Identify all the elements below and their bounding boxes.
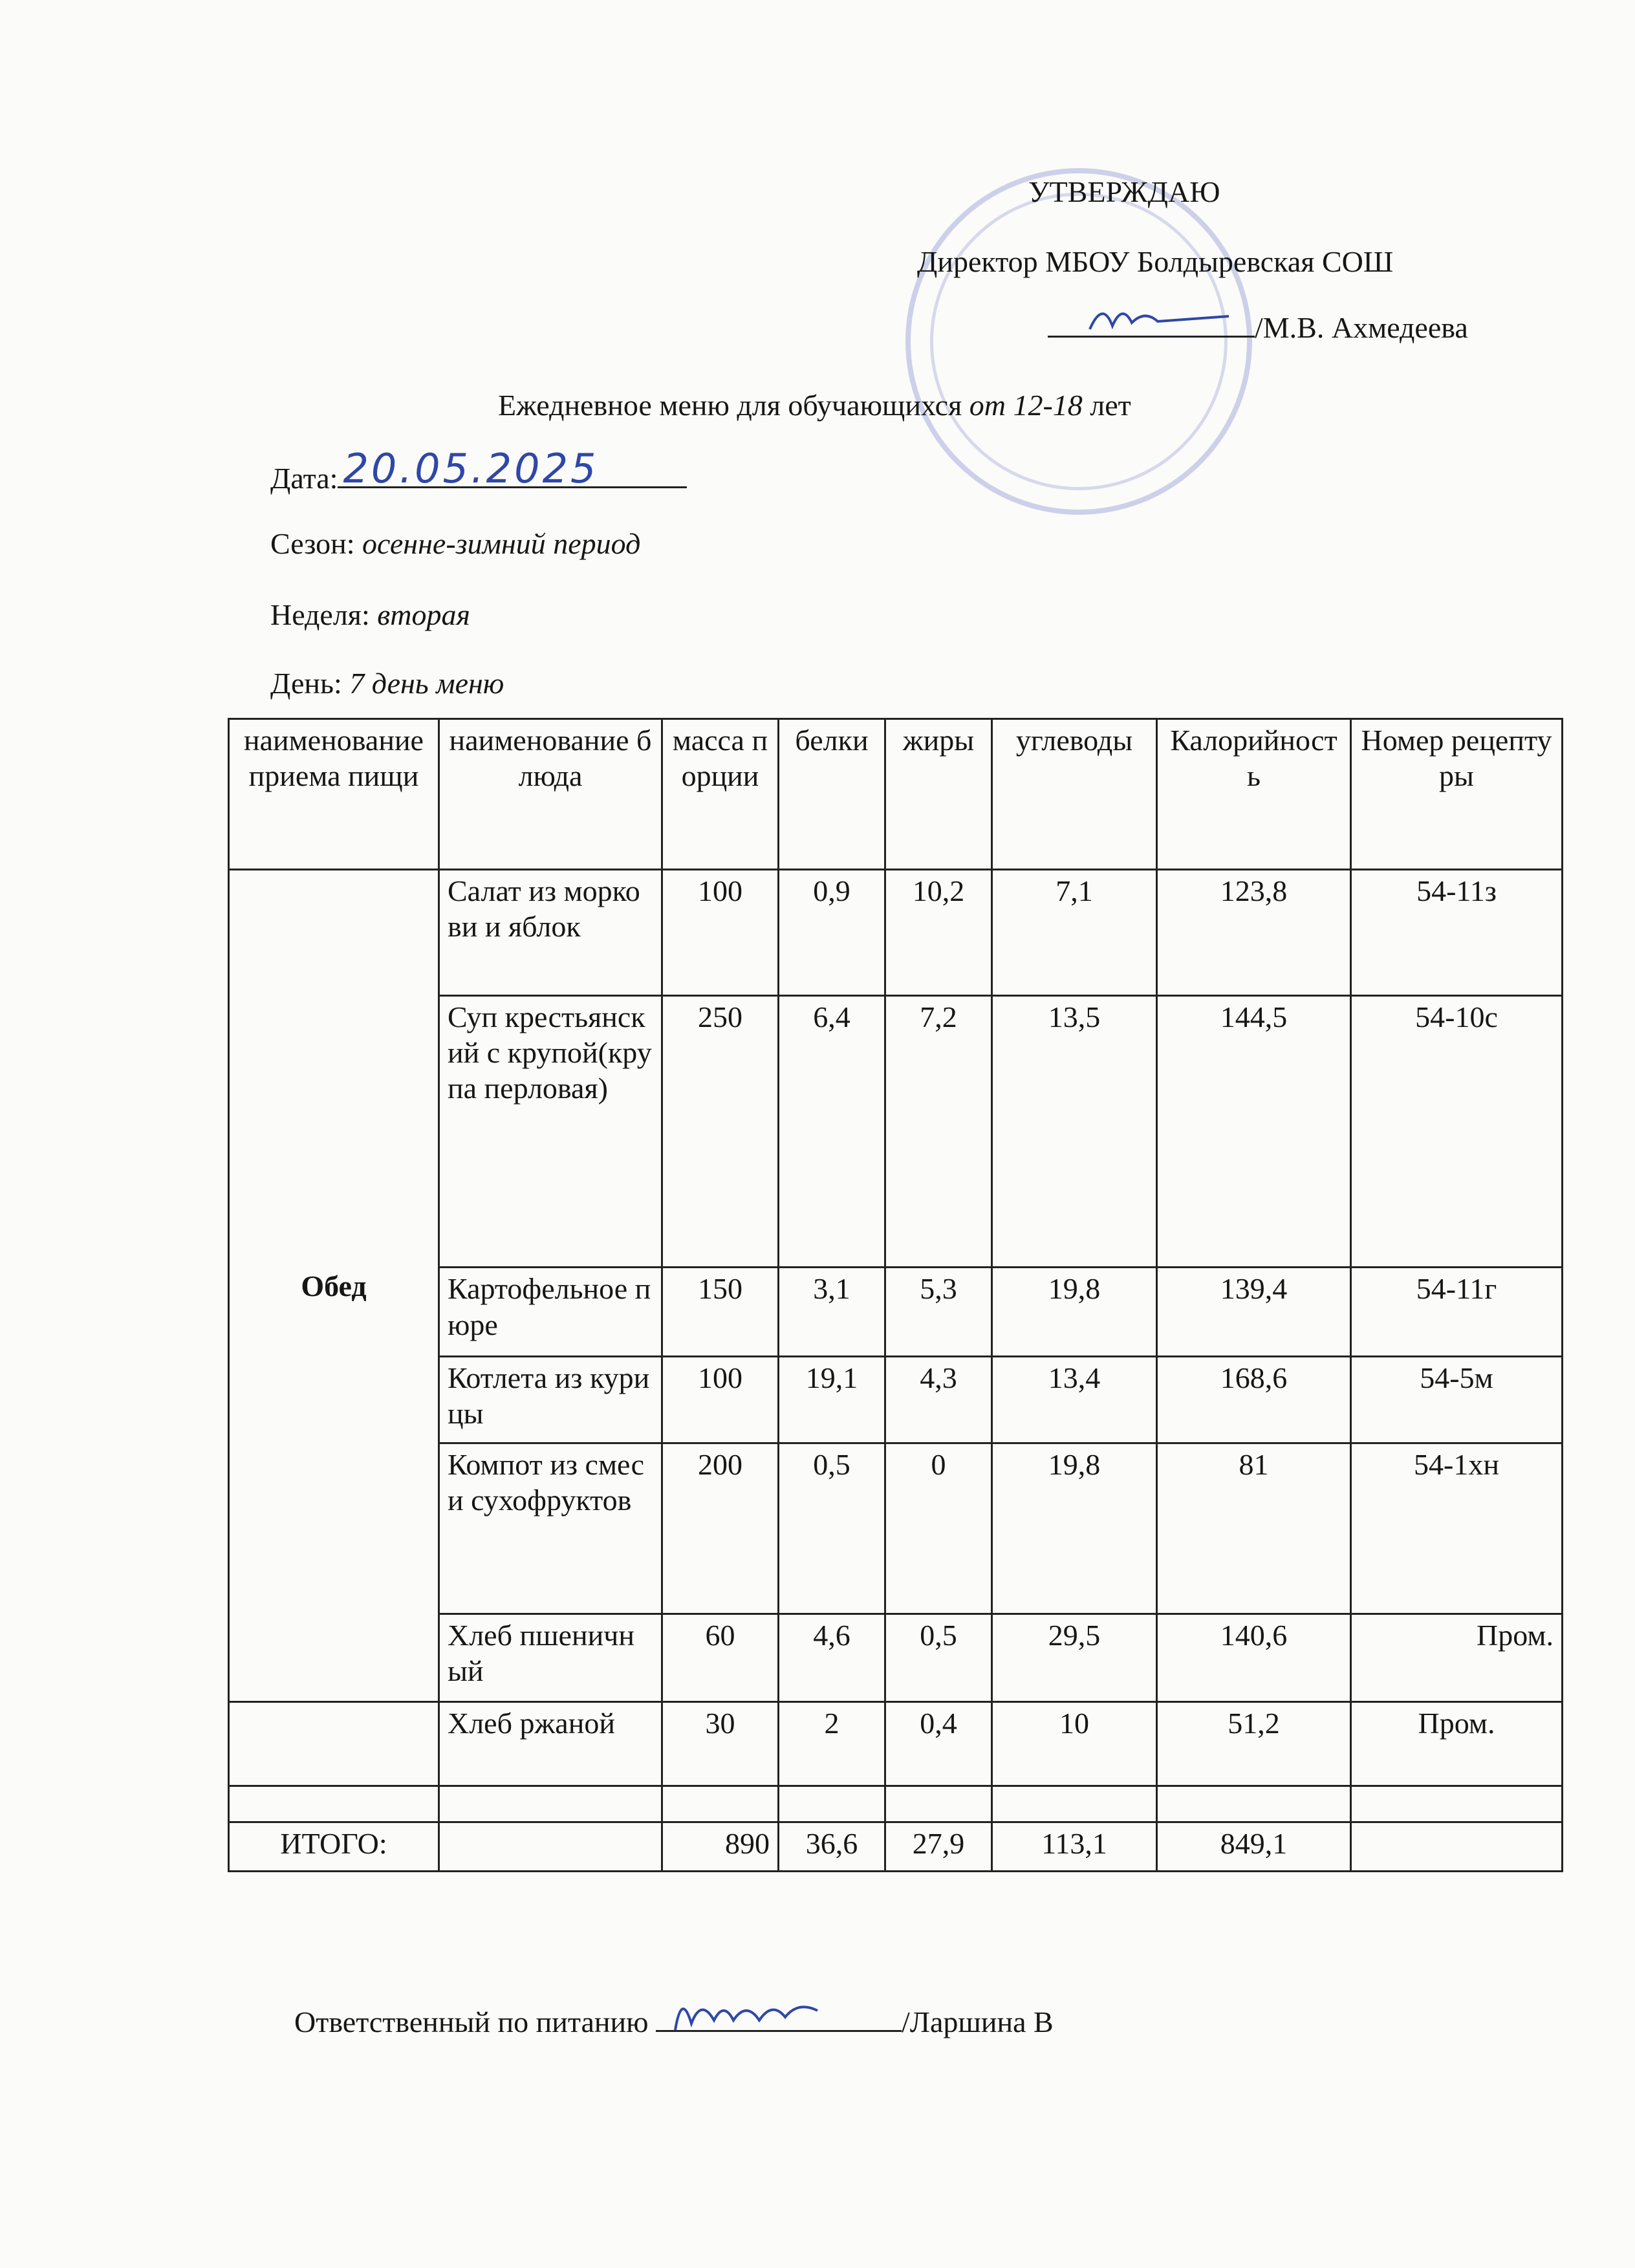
empty-cell [779, 1786, 885, 1822]
empty-cell [992, 1786, 1157, 1822]
title-suffix: лет [1090, 389, 1131, 422]
empty-cell [885, 1786, 992, 1822]
meal-cell-empty [229, 1702, 439, 1786]
protein-cell: 19,1 [779, 1357, 885, 1443]
day-field [270, 666, 504, 700]
table-total-row [229, 1822, 1563, 1871]
fat-cell: 4,3 [885, 1357, 992, 1443]
carbs-cell: 7,1 [992, 870, 1157, 996]
dish-cell: Котлета из курицы [439, 1357, 662, 1443]
meal-cell: Обед [229, 870, 439, 1702]
approval-heading: УТВЕРЖДАЮ [1028, 175, 1220, 208]
mass-cell: 200 [662, 1443, 779, 1614]
week-field [270, 598, 470, 632]
empty-cell [1157, 1786, 1351, 1822]
title-prefix: Ежедневное меню для обучающихся [498, 389, 962, 422]
fat-cell: 5,3 [885, 1268, 992, 1357]
carbs-cell: 19,8 [992, 1268, 1157, 1357]
day-value: 7 день меню [349, 667, 504, 700]
dish-cell: Картофельное пюре [439, 1268, 662, 1357]
total-protein: 36,6 [779, 1822, 885, 1871]
responsible-signature [656, 2024, 902, 2032]
fat-cell: 10,2 [885, 870, 992, 996]
empty-cell [439, 1786, 662, 1822]
mass-cell: 100 [662, 870, 779, 996]
table-header-row [229, 719, 1563, 870]
fat-cell: 0,5 [885, 1614, 992, 1702]
date-value: 20.05.2025 [343, 445, 599, 492]
kcal-cell: 81 [1157, 1443, 1351, 1614]
carbs-cell: 29,5 [992, 1614, 1157, 1702]
total-dish-empty [439, 1822, 662, 1871]
responsible-signature-mark [669, 1985, 837, 2036]
approval-position: Директор МБОУ Болдыревская СОШ [917, 245, 1394, 278]
season-label: Сезон: [270, 527, 355, 560]
recipe-cell: 54-5м [1351, 1357, 1563, 1443]
recipe-cell: 54-10с [1351, 995, 1563, 1268]
director-signature [1048, 329, 1255, 338]
week-value: вторая [377, 598, 470, 631]
protein-cell: 4,6 [779, 1614, 885, 1702]
director-signature-mark [1087, 297, 1235, 342]
header-kcal: Калорийность [1157, 719, 1351, 870]
total-fat: 27,9 [885, 1822, 992, 1871]
responsible-line [294, 2005, 1054, 2039]
dish-cell: Хлеб ржаной [439, 1702, 662, 1786]
protein-cell: 0,5 [779, 1443, 885, 1614]
total-recipe-empty [1351, 1822, 1563, 1871]
empty-cell [1351, 1786, 1563, 1822]
header-carbs: углеводы [992, 719, 1157, 870]
header-mass: масса порции [662, 719, 779, 870]
recipe-cell: 54-11з [1351, 870, 1563, 996]
total-label: ИТОГО: [229, 1822, 439, 1871]
dish-cell: Хлеб пшеничный [439, 1614, 662, 1702]
header-recipe: Номер рецептуры [1351, 719, 1563, 870]
kcal-cell: 168,6 [1157, 1357, 1351, 1443]
responsible-label: Ответственный по питанию [294, 2005, 649, 2038]
recipe-cell: Пром. [1351, 1702, 1563, 1786]
week-label: Неделя: [270, 598, 370, 631]
fat-cell: 7,2 [885, 995, 992, 1268]
mass-cell: 30 [662, 1702, 779, 1786]
empty-cell [662, 1786, 779, 1822]
table-row [229, 870, 1563, 996]
dish-cell: Салат из моркови и яблок [439, 870, 662, 996]
date-label: Дата: [270, 462, 338, 495]
mass-cell: 250 [662, 995, 779, 1268]
dish-cell: Компот из смеси сухофруктов [439, 1443, 662, 1614]
fat-cell: 0 [885, 1443, 992, 1614]
director-name: /М.В. Ахмедеева [1255, 311, 1468, 344]
menu-table [228, 718, 1563, 1872]
season-field [270, 526, 640, 561]
kcal-cell: 123,8 [1157, 870, 1351, 996]
fat-cell: 0,4 [885, 1702, 992, 1786]
kcal-cell: 140,6 [1157, 1614, 1351, 1702]
header-protein: белки [779, 719, 885, 870]
table-row-empty [229, 1786, 1563, 1822]
recipe-cell: Пром. [1351, 1614, 1563, 1702]
document-title [498, 388, 1131, 422]
empty-cell [229, 1786, 439, 1822]
carbs-cell: 10 [992, 1702, 1157, 1786]
mass-cell: 60 [662, 1614, 779, 1702]
kcal-cell: 139,4 [1157, 1268, 1351, 1357]
protein-cell: 0,9 [779, 870, 885, 996]
recipe-cell: 54-11г [1351, 1268, 1563, 1357]
protein-cell: 6,4 [779, 995, 885, 1268]
header-fat: жиры [885, 719, 992, 870]
carbs-cell: 13,4 [992, 1357, 1157, 1443]
mass-cell: 150 [662, 1268, 779, 1357]
recipe-cell: 54-1хн [1351, 1443, 1563, 1614]
mass-cell: 100 [662, 1357, 779, 1443]
carbs-cell: 19,8 [992, 1443, 1157, 1614]
date-underline [338, 445, 687, 492]
table-row [229, 1702, 1563, 1786]
approval-signature-line [1048, 310, 1468, 345]
dish-cell: Суп крестьянский с крупой(крупа перловая) [439, 995, 662, 1268]
title-age: от 12-18 [969, 389, 1083, 422]
day-label: День: [270, 667, 342, 700]
total-kcal: 849,1 [1157, 1822, 1351, 1871]
header-dish: наименование блюда [439, 719, 662, 870]
season-value: осенне-зимний период [362, 527, 641, 560]
header-meal: наименование приема пищи [229, 719, 439, 870]
kcal-cell: 51,2 [1157, 1702, 1351, 1786]
responsible-name: /Ларшина В [902, 2005, 1054, 2038]
date-field [270, 445, 687, 495]
kcal-cell: 144,5 [1157, 995, 1351, 1268]
protein-cell: 2 [779, 1702, 885, 1786]
total-mass: 890 [662, 1822, 779, 1871]
carbs-cell: 13,5 [992, 995, 1157, 1268]
total-carbs: 113,1 [992, 1822, 1157, 1871]
protein-cell: 3,1 [779, 1268, 885, 1357]
